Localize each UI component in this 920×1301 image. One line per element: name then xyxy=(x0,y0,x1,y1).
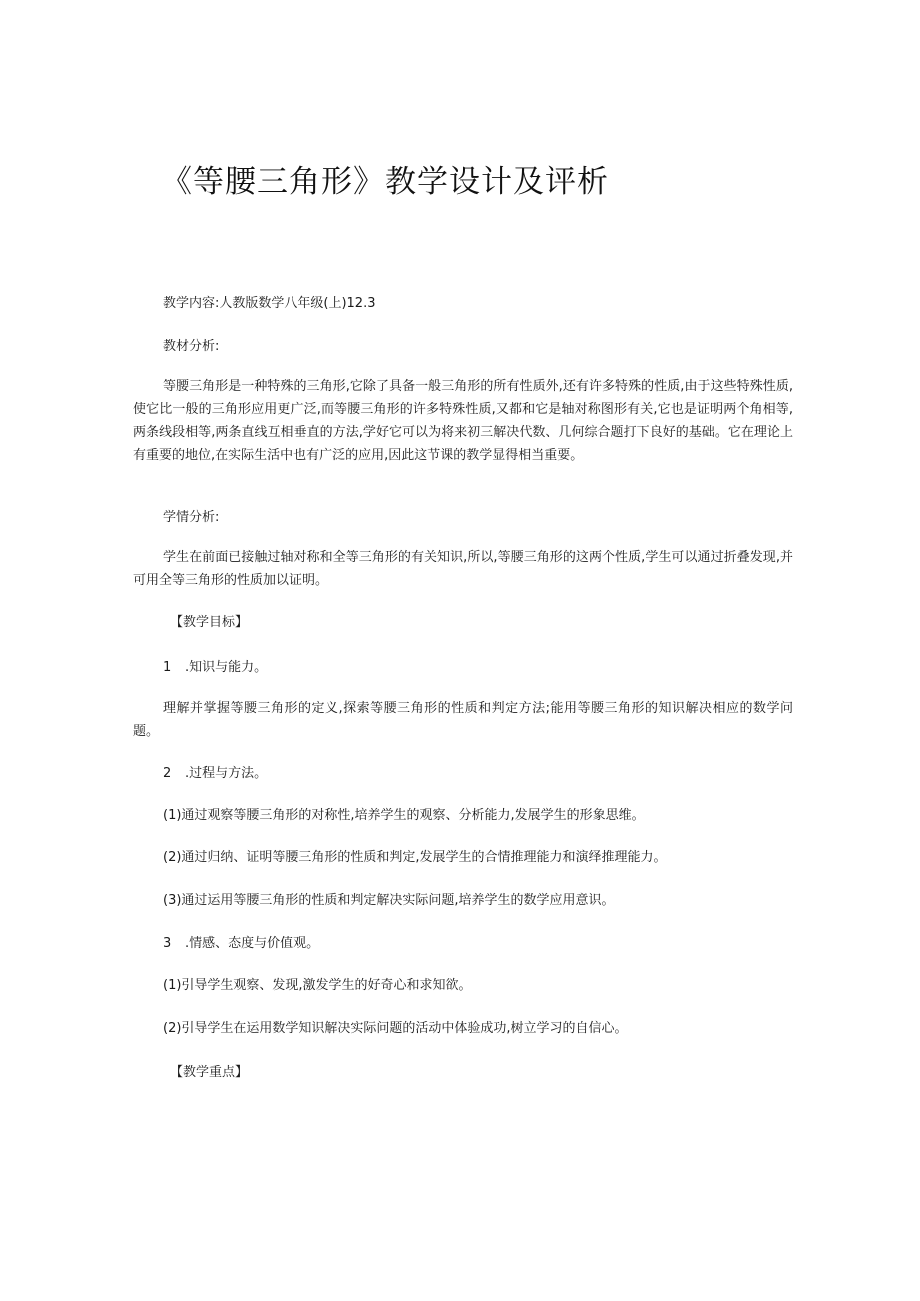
objective-1-paragraph: 理解并掌握等腰三角形的定义,探索等腰三角形的性质和判定方法;能用等腰三角形的知识解决相应的数学问题。 xyxy=(133,701,793,739)
textbook-analysis-paragraph: 等腰三角形是一种特殊的三角形,它除了具备一般三角形的所有性质外,还有许多特殊的性质,由于这些特殊性质,使它比一般的三角形应用更广泛,而等腰三角形的许多特殊性质,又都和它是轴对称图形有关,它也是证明两个角相等,两条线段相等,两条直线互相垂直的方法,学好它可以为将来初三解决代数、几何综合题打下良好的基础。它在理论上有重要的地位,在实际生活中也有广泛的应用,因此这节课的教学显得相当重要。 xyxy=(133,379,793,463)
document-title: 《等腰三角形》教学设计及评析 xyxy=(161,164,609,200)
content-label: 教学内容:人教版数学八年级(上)12.3 xyxy=(163,296,376,311)
objective-2-heading xyxy=(163,762,267,785)
objectives-heading: 【教学目标】 xyxy=(170,615,249,630)
student-analysis-heading: 学情分析: xyxy=(163,510,220,525)
objective-3-label: .情感、态度与价值观。 xyxy=(185,936,320,951)
objective-3-number: 3 xyxy=(163,936,172,951)
objective-2-item-2: (2)通过归纳、证明等腰三角形的性质和判定,发展学生的合情推理能力和演绎推理能力。 xyxy=(163,850,667,865)
objective-3-item-2: (2)引导学生在运用数学知识解决实际问题的活动中体验成功,树立学习的自信心。 xyxy=(163,1021,628,1036)
student-analysis-paragraph: 学生在前面已接触过轴对称和全等三角形的有关知识,所以,等腰三角形的这两个性质,学生可以通过折叠发现,并可用全等三角形的性质加以证明。 xyxy=(133,550,793,588)
objective-2-item-1: (1)通过观察等腰三角形的对称性,培养学生的观察、分析能力,发展学生的形象思维。 xyxy=(163,808,645,823)
objective-1-heading xyxy=(163,656,267,679)
objective-3-heading xyxy=(163,932,319,955)
objective-1-number: 1 xyxy=(163,660,172,675)
objective-1-label: .知识与能力。 xyxy=(185,660,268,675)
key-points-heading: 【教学重点】 xyxy=(170,1065,249,1080)
textbook-analysis-heading: 教材分析: xyxy=(163,339,220,354)
objective-3-item-1: (1)引导学生观察、发现,激发学生的好奇心和求知欲。 xyxy=(163,978,472,993)
objective-2-item-3: (3)通过运用等腰三角形的性质和判定解决实际问题,培养学生的数学应用意识。 xyxy=(163,893,615,908)
objective-2-number: 2 xyxy=(163,766,172,781)
objective-2-label: .过程与方法。 xyxy=(185,766,268,781)
